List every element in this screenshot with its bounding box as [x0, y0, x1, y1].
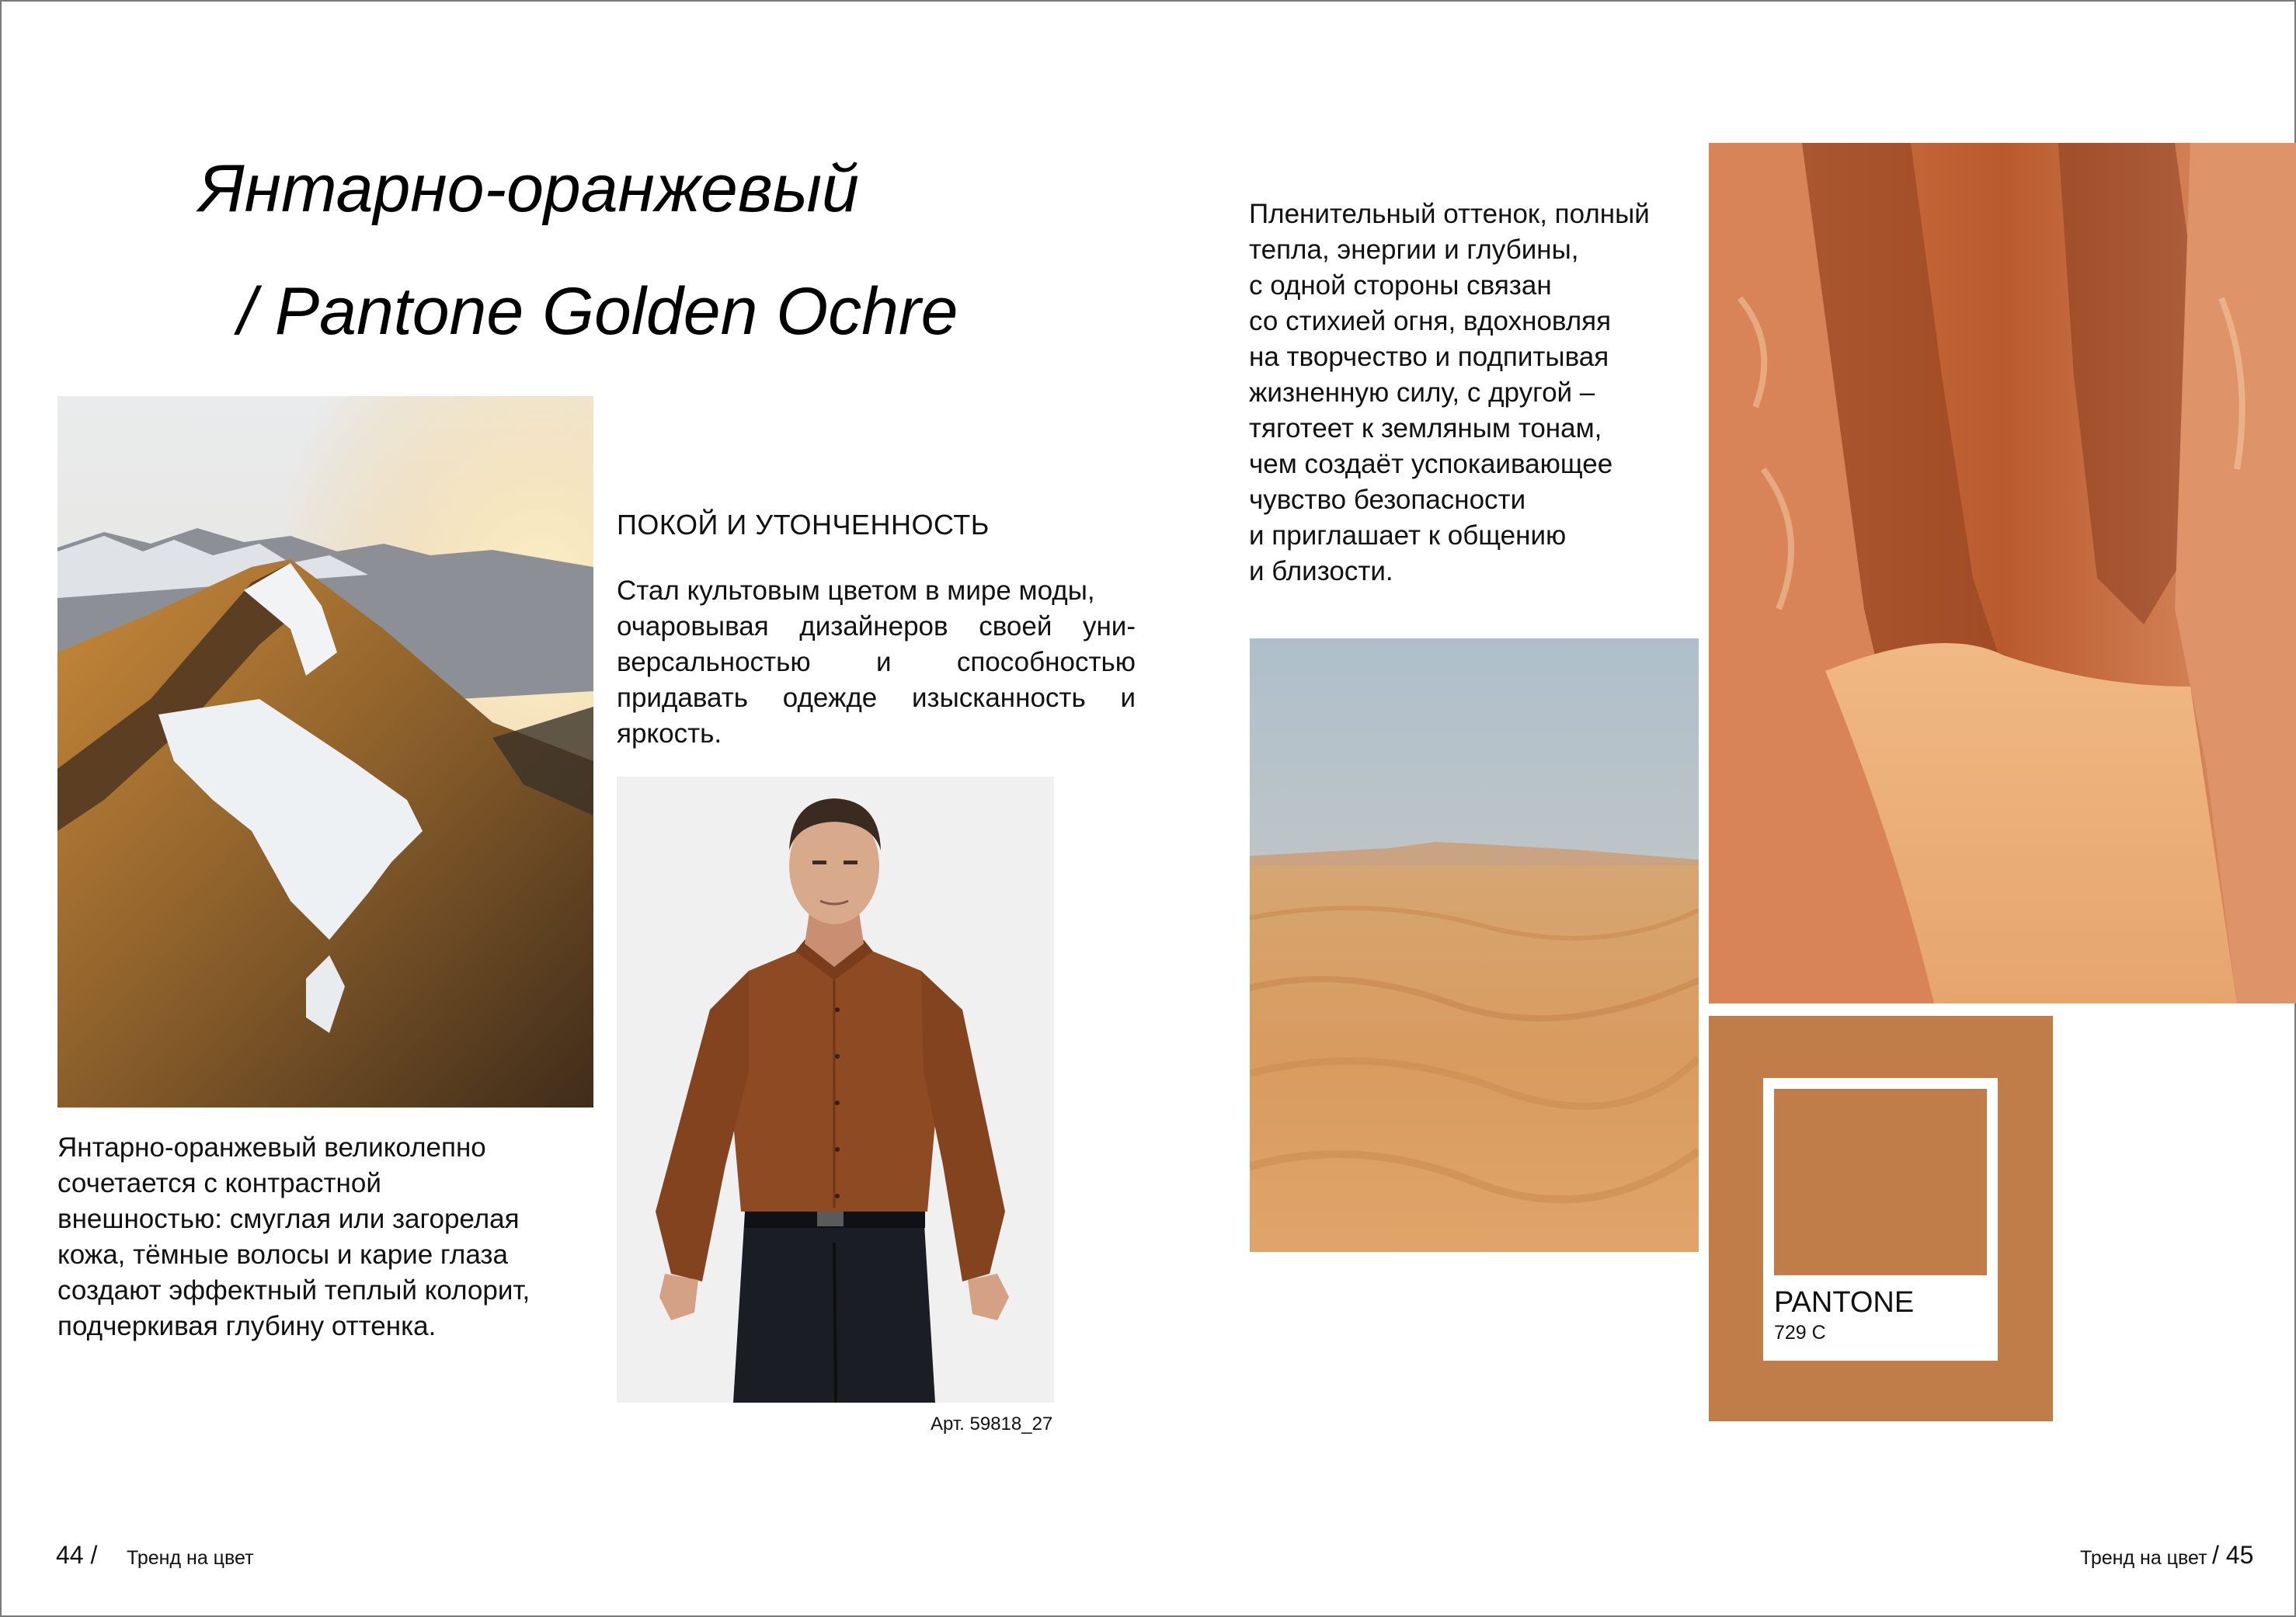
word: яркость.: [617, 718, 722, 749]
main-paragraph-line-1: [617, 573, 1136, 609]
main-paragraph-line-3: [617, 645, 1136, 680]
page-number-right: / 45: [2212, 1541, 2254, 1569]
text-line: тепла, энергии и глубины,: [1249, 235, 1579, 265]
word: своей: [979, 611, 1052, 642]
pantone-code: 729 C: [1774, 1322, 1826, 1344]
word: одежде: [782, 683, 878, 713]
text-line: кожа, тёмные волосы и карие глаза: [57, 1240, 508, 1270]
word: версальностью: [617, 647, 811, 677]
footer-label-right: Тренд на цвет: [2080, 1547, 2207, 1569]
text-line: Пленительный оттенок, полный: [1249, 199, 1650, 229]
word: дизайнеров: [799, 611, 948, 642]
pantone-swatch-card: [1709, 1016, 2053, 1421]
text-line: жизненную силу, с другой –: [1249, 377, 1595, 408]
word: способностью: [956, 647, 1136, 677]
word: уни-: [1082, 611, 1136, 642]
word: Стал культовым цветом в мире моды,: [617, 576, 1095, 606]
word: и: [1120, 683, 1136, 713]
text-line: чувство безопасности: [1249, 485, 1526, 515]
pantone-brand: PANTONE: [1774, 1286, 1915, 1319]
model-shirt-photo: [617, 777, 1054, 1403]
text-line: с одной стороны связан: [1249, 270, 1552, 301]
title-line-2: / Pantone Golden Ochre: [238, 274, 958, 349]
right-paragraph: [1249, 196, 1650, 589]
pantone-swatch-inner: [1763, 1078, 1998, 1361]
text-line: подчеркивая глубину оттенка.: [57, 1311, 437, 1341]
text-line: Янтарно-оранжевый великолепно: [57, 1132, 486, 1163]
text-line: сочетается с контрастной: [57, 1168, 381, 1198]
footer-label-left: Тренд на цвет: [127, 1547, 254, 1569]
text-line: создают эффектный теплый колорит,: [57, 1275, 531, 1306]
article-caption: Арт. 59818_27: [931, 1414, 1053, 1434]
title-line-1: Янтарно-оранжевый: [199, 151, 859, 226]
main-paragraph-line-4: [617, 680, 1136, 716]
text-line: на творчество и подпитывая: [1249, 342, 1609, 372]
word: придавать: [617, 683, 749, 713]
desert-dunes-photo: [1250, 638, 1699, 1252]
mountain-photo: [57, 396, 593, 1108]
bottom-paragraph: [57, 1130, 530, 1344]
word: и: [875, 647, 892, 677]
text-line: со стихией огня, вдохновляя: [1249, 306, 1612, 336]
text-line: чем создаёт успокаивающее: [1249, 449, 1613, 479]
pantone-color-chip: [1774, 1089, 1987, 1275]
text-line: и приглашает к общению: [1249, 520, 1567, 551]
slot-canyon-photo: [1709, 143, 2296, 1003]
text-line: тяготеет к земляным тонам,: [1249, 413, 1602, 443]
main-paragraph: [617, 573, 1136, 752]
text-line: и близости.: [1249, 556, 1393, 586]
page-number-left: 44 /: [56, 1541, 98, 1569]
word: очаровывая: [617, 611, 769, 642]
text-line: внешностью: смуглая или загорелая: [57, 1204, 520, 1234]
section-heading: ПОКОЙ И УТОНЧЕННОСТЬ: [617, 509, 990, 541]
main-paragraph-line-5: [617, 716, 1136, 752]
word: изысканность: [912, 683, 1086, 713]
main-paragraph-line-2: [617, 609, 1136, 645]
